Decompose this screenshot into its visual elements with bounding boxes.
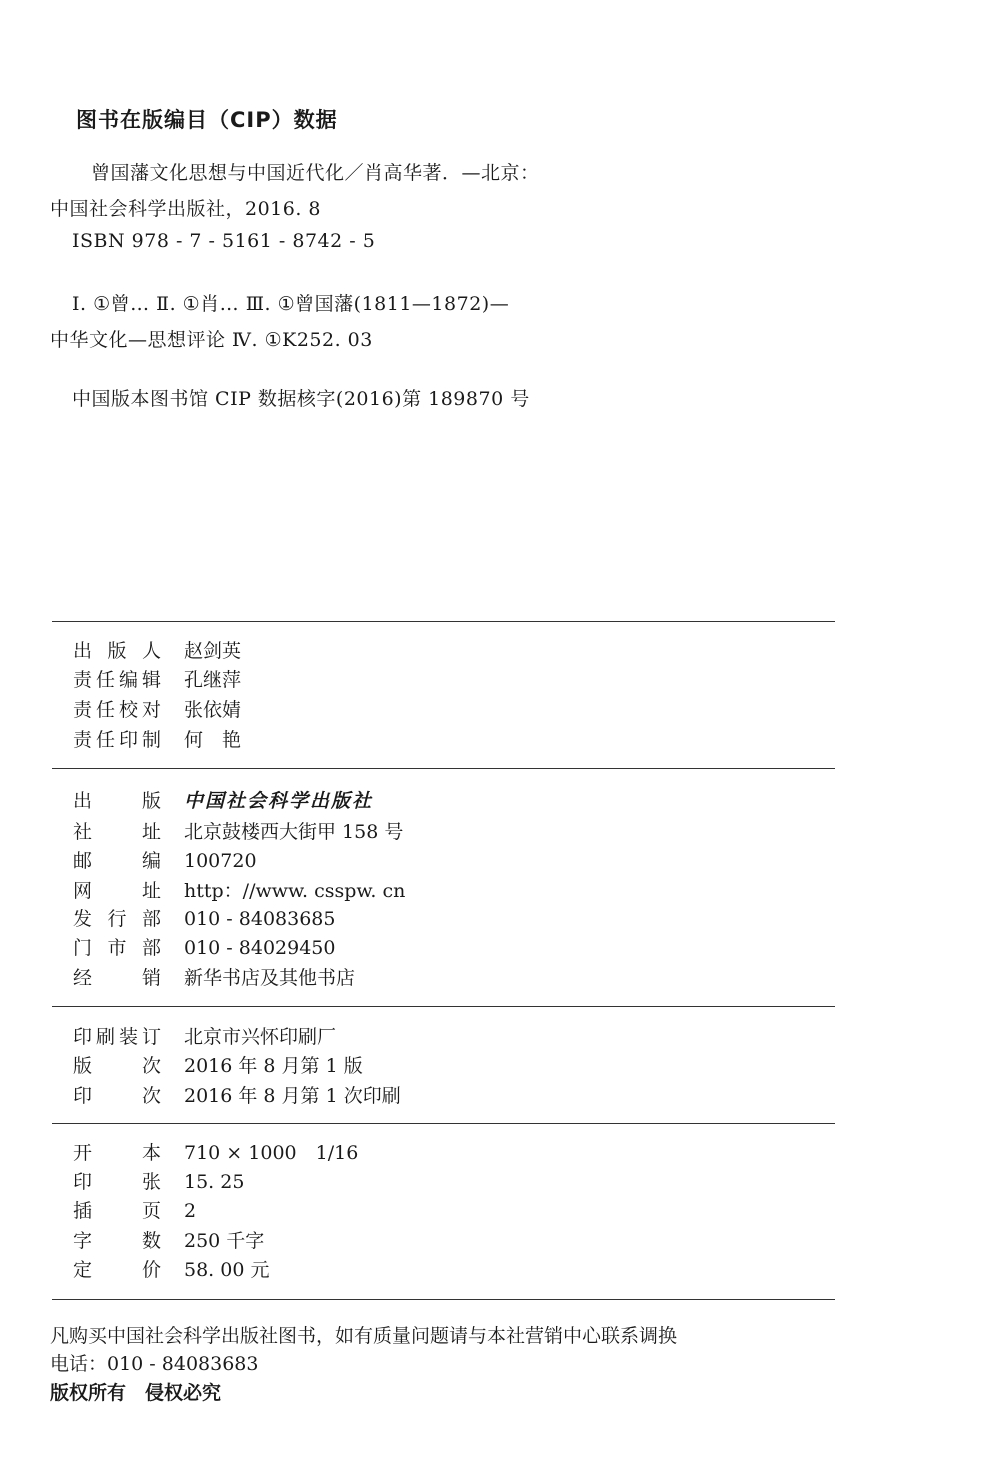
spec-value: 250 千字 <box>184 1230 265 1252</box>
cip-title: 图书在版编目（CIP）数据 <box>76 108 338 132</box>
publisher-value: 新华书店及其他书店 <box>184 967 356 989</box>
cip-line-publisher: 中国社会科学出版社，2016. 8 <box>50 198 322 220</box>
contact-phone: 电话：010 - 84083683 <box>50 1353 259 1375</box>
printing-value: 2016 年 8 月第 1 版 <box>184 1055 363 1077</box>
publisher-label: 社址 <box>73 821 161 843</box>
staff-label: 责任编辑 <box>73 669 161 691</box>
publisher-value: 010 - 84083685 <box>184 908 336 930</box>
publisher-name: 中国社会科学出版社 <box>184 790 374 812</box>
publisher-label: 网址 <box>73 880 161 902</box>
staff-label: 出版人 <box>73 640 161 662</box>
cip-line-record-number: 中国版本图书馆 CIP 数据核字(2016)第 189870 号 <box>72 388 530 410</box>
staff-value: 张依婧 <box>184 699 242 721</box>
printing-label: 印刷装订 <box>73 1026 161 1048</box>
staff-value: 何 艳 <box>184 729 242 751</box>
printing-value: 北京市兴怀印刷厂 <box>184 1026 337 1048</box>
spec-label: 插页 <box>73 1200 161 1222</box>
spec-value: 58. 00 元 <box>184 1259 270 1281</box>
staff-value: 赵剑英 <box>184 640 242 662</box>
publisher-value: 100720 <box>184 850 257 872</box>
printing-value: 2016 年 8 月第 1 次印刷 <box>184 1085 401 1107</box>
divider <box>52 768 835 769</box>
divider <box>52 1299 835 1300</box>
spec-label: 字数 <box>73 1230 161 1252</box>
publisher-label: 出版 <box>73 790 161 812</box>
staff-value: 孔继萍 <box>184 669 242 691</box>
cip-line-subjects: Ⅰ. ①曾… Ⅱ. ①肖… Ⅲ. ①曾国藩(1811—1872)— <box>72 293 510 315</box>
printing-label: 印次 <box>73 1085 161 1107</box>
staff-label: 责任校对 <box>73 699 161 721</box>
rights-notice: 版权所有 侵权必究 <box>50 1382 222 1404</box>
spec-value: 15. 25 <box>184 1171 245 1193</box>
publisher-label: 邮编 <box>73 850 161 872</box>
staff-label: 责任印制 <box>73 729 161 751</box>
spec-label: 开本 <box>73 1142 161 1164</box>
spec-label: 印张 <box>73 1171 161 1193</box>
divider <box>52 1006 835 1007</box>
spec-value: 2 <box>184 1200 197 1222</box>
spec-label: 定价 <box>73 1259 161 1281</box>
publisher-label: 门市部 <box>73 937 161 959</box>
publisher-value: 010 - 84029450 <box>184 937 336 959</box>
spec-value: 710 × 1000 1/16 <box>184 1142 359 1164</box>
publisher-label: 发行部 <box>73 908 161 930</box>
cip-line-title: 曾国藩文化思想与中国近代化／肖高华著．—北京： <box>91 162 540 184</box>
publisher-website-link[interactable]: http：//www. csspw. cn <box>184 880 406 902</box>
quality-notice: 凡购买中国社会科学出版社图书，如有质量问题请与本社营销中心联系调换 <box>50 1325 678 1347</box>
publisher-value: 北京鼓楼西大街甲 158 号 <box>184 821 404 843</box>
cip-line-classification: 中华文化—思想评论 Ⅳ. ①K252. 03 <box>50 329 373 351</box>
divider <box>52 1123 835 1124</box>
divider <box>52 621 835 622</box>
publisher-label: 经销 <box>73 967 161 989</box>
cip-line-isbn: ISBN 978 - 7 - 5161 - 8742 - 5 <box>72 230 376 252</box>
printing-label: 版次 <box>73 1055 161 1077</box>
